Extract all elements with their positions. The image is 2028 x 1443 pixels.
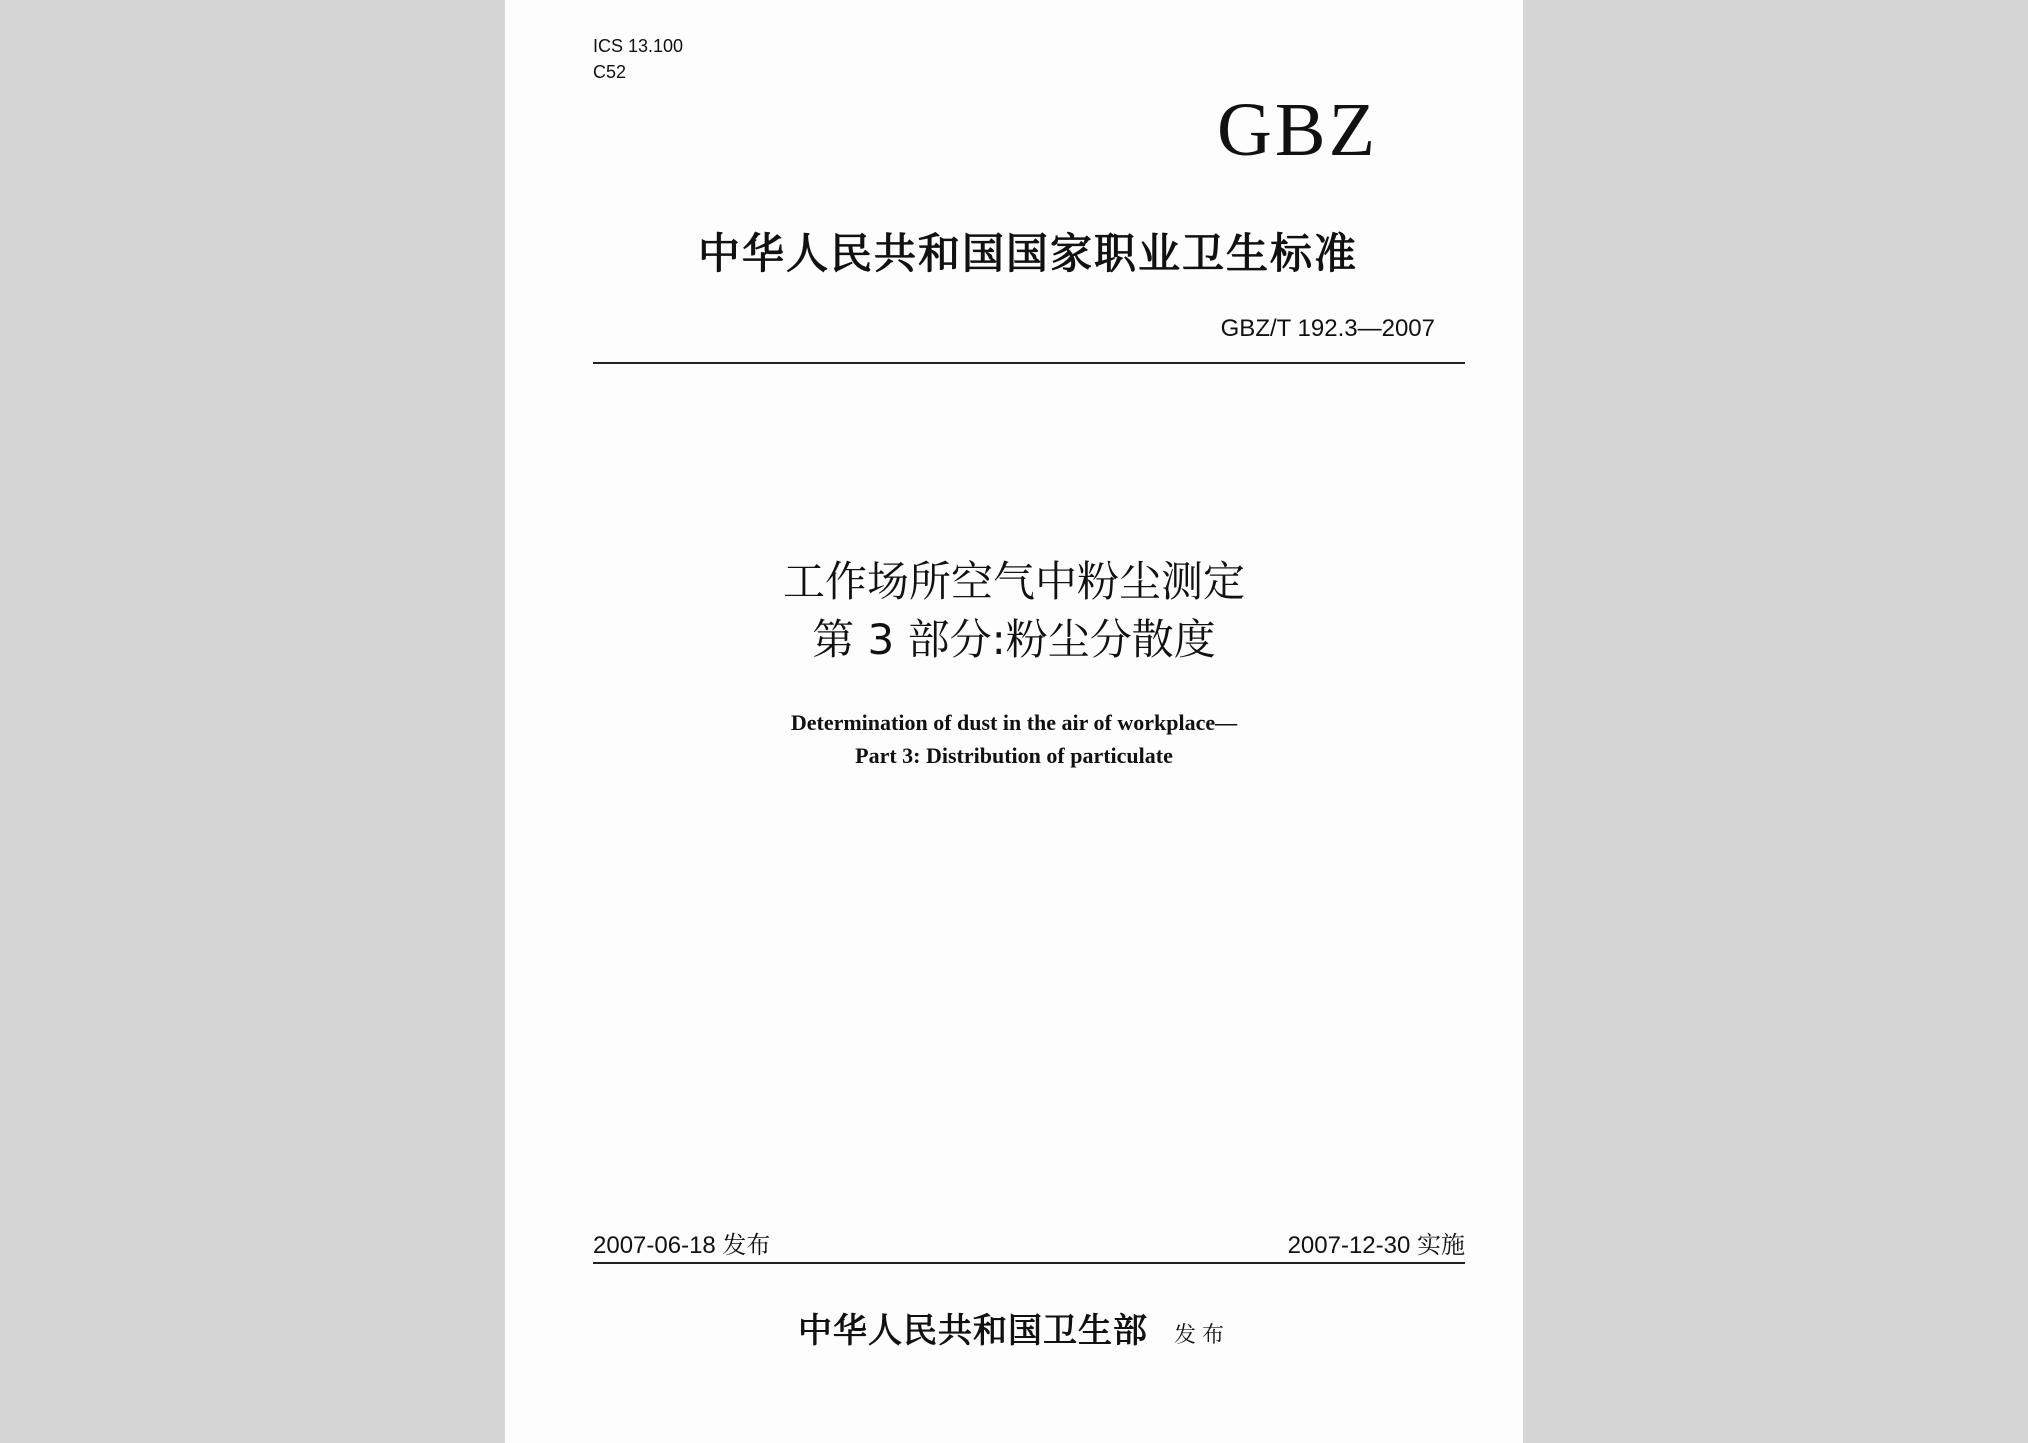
bottom-divider — [593, 1262, 1465, 1264]
ccs-code: C52 — [593, 62, 627, 82]
top-divider — [593, 362, 1465, 364]
issue-date: 2007-06-18 发布 — [593, 1232, 771, 1259]
title-zh-line1: 工作场所空气中粉尘测定 — [782, 557, 1245, 606]
publisher-name: 中华人民共和国卫生部 — [797, 1311, 1148, 1351]
category-title: 中华人民共和国国家职业卫生标准 — [697, 229, 1358, 278]
standard-mark: GBZ — [1217, 88, 1378, 172]
document-page — [505, 0, 1523, 1443]
implementation-date: 2007-12-30 实施 — [1287, 1232, 1465, 1259]
title-en-line1: Determination of dust in the air of workplace— — [790, 710, 1238, 735]
publisher-verb: 发布 — [1173, 1323, 1230, 1348]
publisher — [505, 1308, 1523, 1359]
ics-code: ICS 13.100 — [593, 36, 684, 56]
title-zh-line2: 第 3 部分:粉尘分散度 — [812, 615, 1216, 664]
standard-number: GBZ/T 192.3—2007 — [1220, 315, 1435, 342]
title-en-line2: Part 3: Distribution of particulate — [855, 743, 1173, 768]
